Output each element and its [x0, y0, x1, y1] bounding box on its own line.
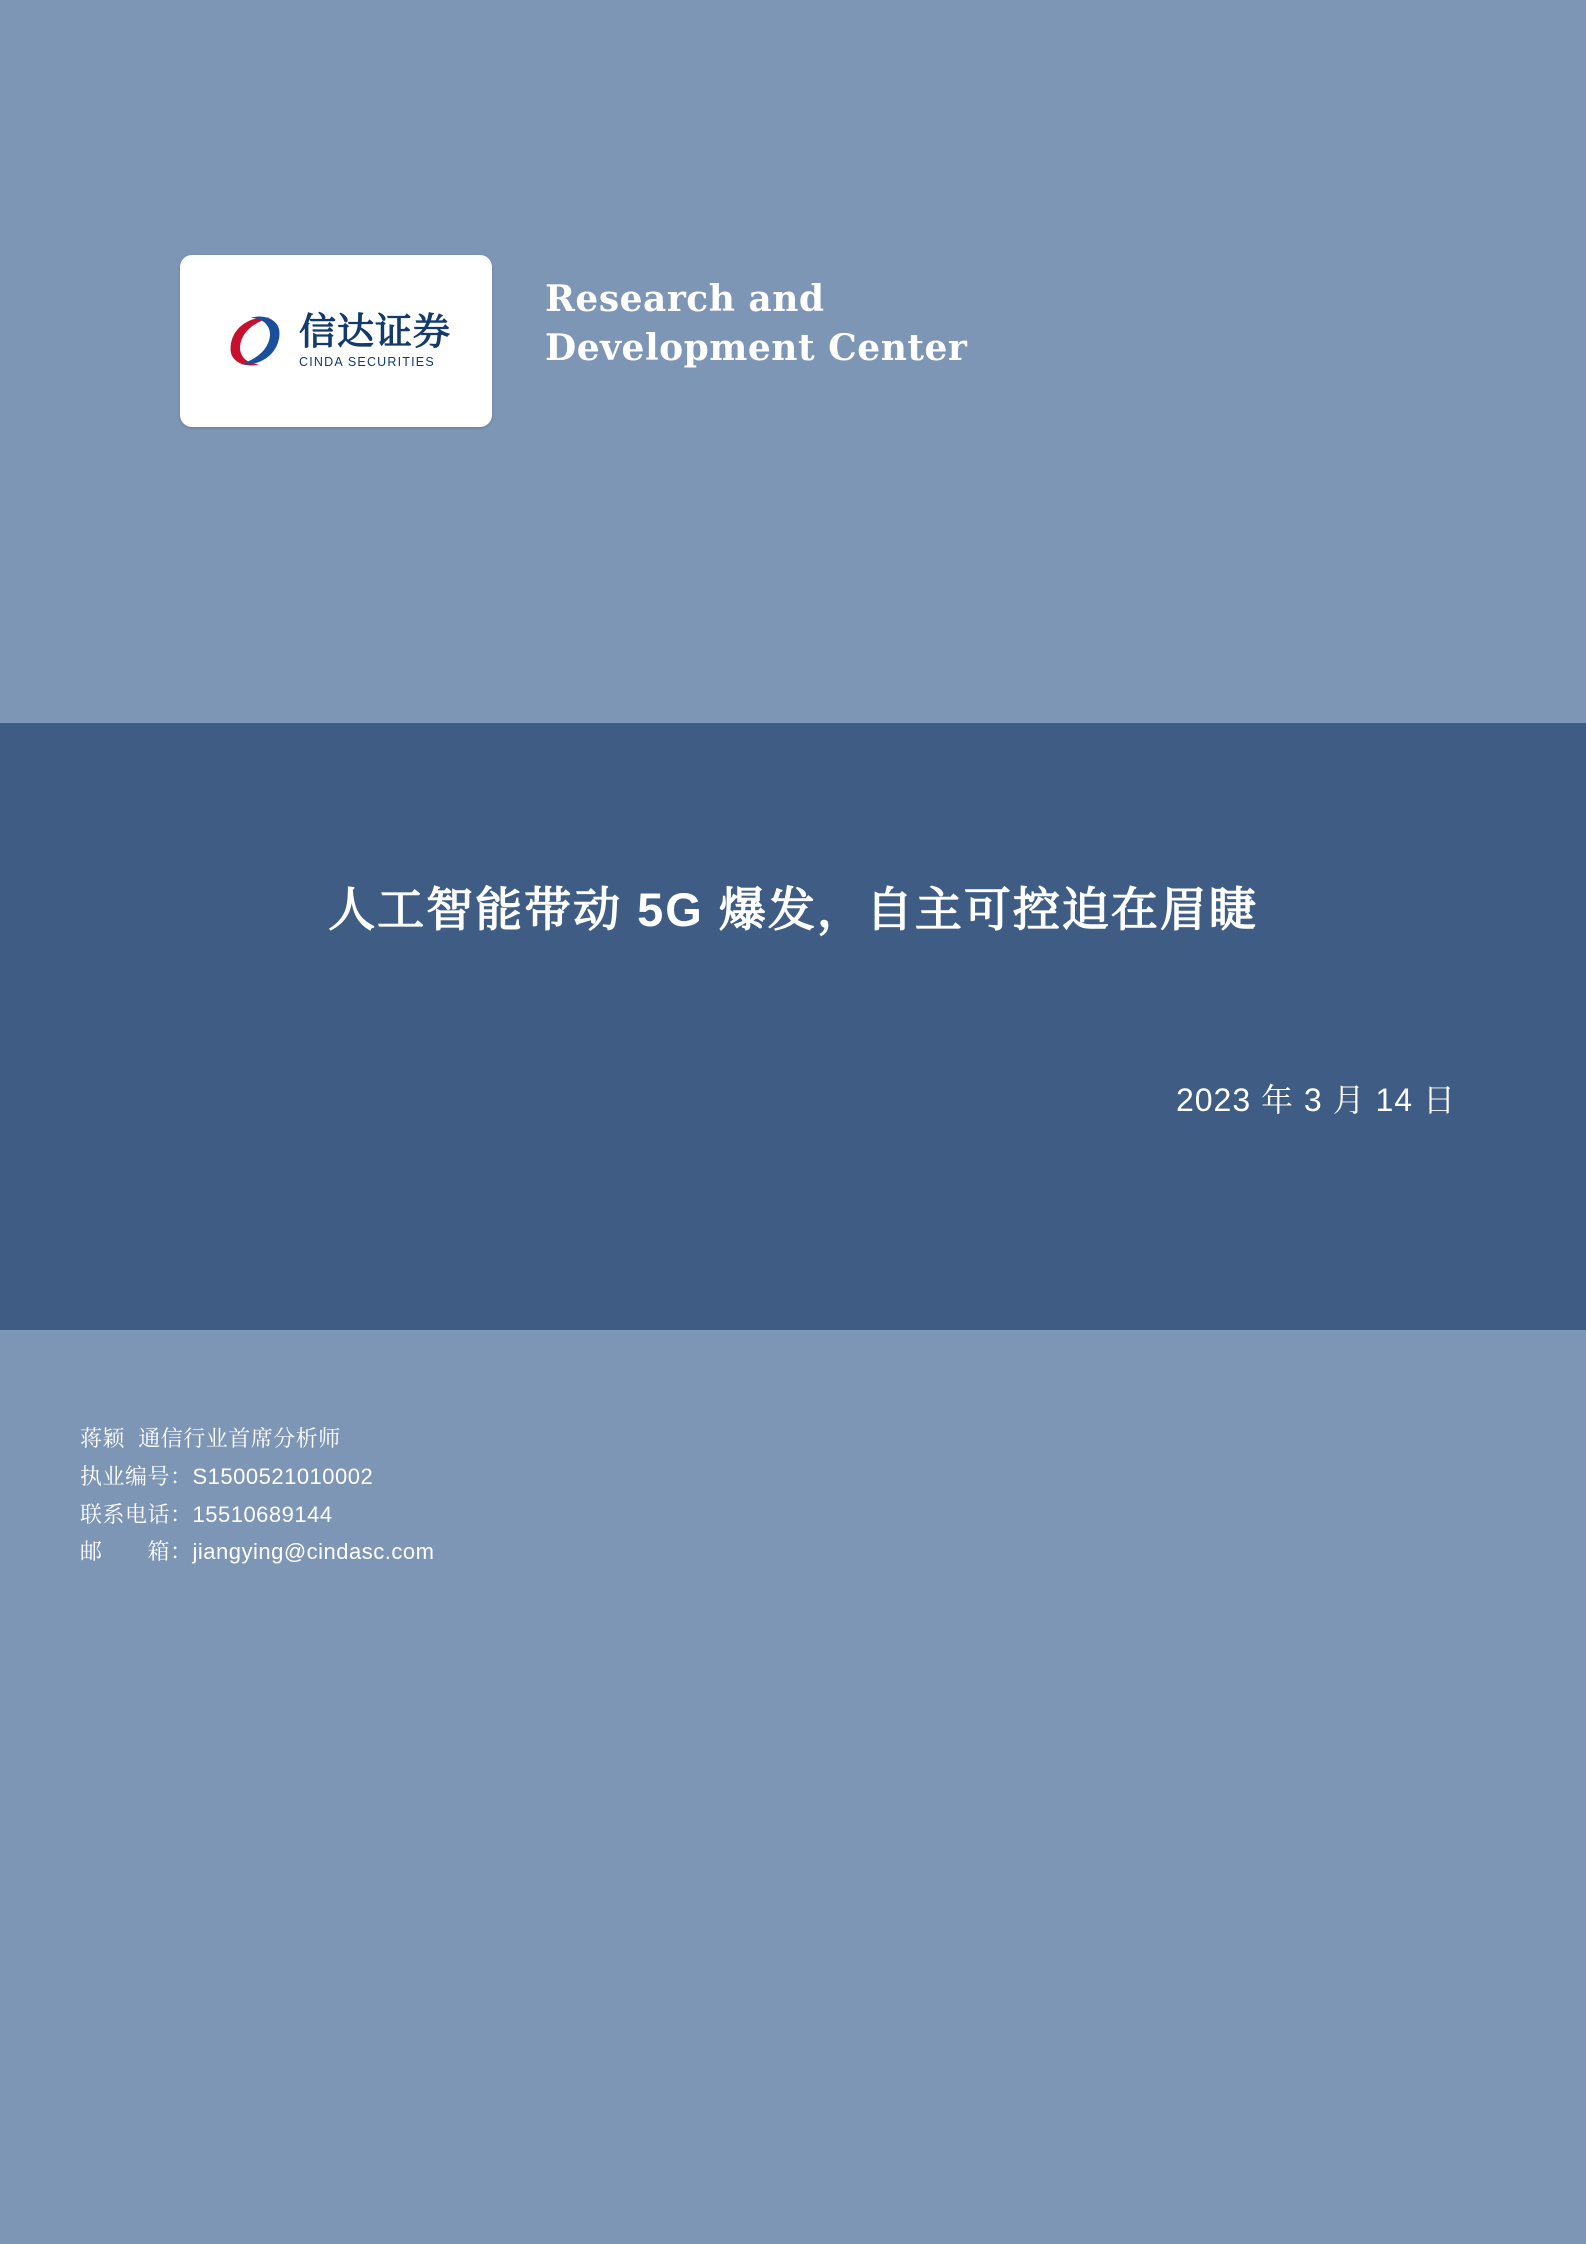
company-logo — [180, 255, 492, 427]
analyst-name-role: 蒋颖 通信行业首席分析师 — [80, 1426, 341, 1451]
research-center-line2: Development Center — [545, 326, 968, 369]
cover-top-band — [0, 0, 1586, 723]
cover-bottom-band — [0, 1330, 1586, 2244]
analyst-email: 邮 箱：jiangying@cindasc.com — [80, 1539, 435, 1565]
report-title: 人工智能带动 5G 爆发，自主可控迫在眉睫 — [328, 883, 1258, 936]
logo-inner — [221, 307, 451, 375]
logo-company-en: CINDA SECURITIES — [299, 355, 435, 370]
logo-text — [299, 313, 451, 369]
analyst-phone: 联系电话：15510689144 — [80, 1501, 333, 1527]
cinda-swoosh-logo-icon — [221, 307, 289, 375]
report-date: 2023 年 3 月 14 日 — [1175, 1082, 1456, 1118]
analyst-info-block — [80, 1420, 434, 1571]
analyst-license: 执业编号：S1500521010002 — [80, 1463, 374, 1489]
research-center-line1: Research and — [545, 278, 825, 320]
research-center-heading — [545, 275, 1245, 372]
cover-title-band — [0, 723, 1586, 1330]
logo-company-cn: 信达证券 — [299, 311, 451, 353]
